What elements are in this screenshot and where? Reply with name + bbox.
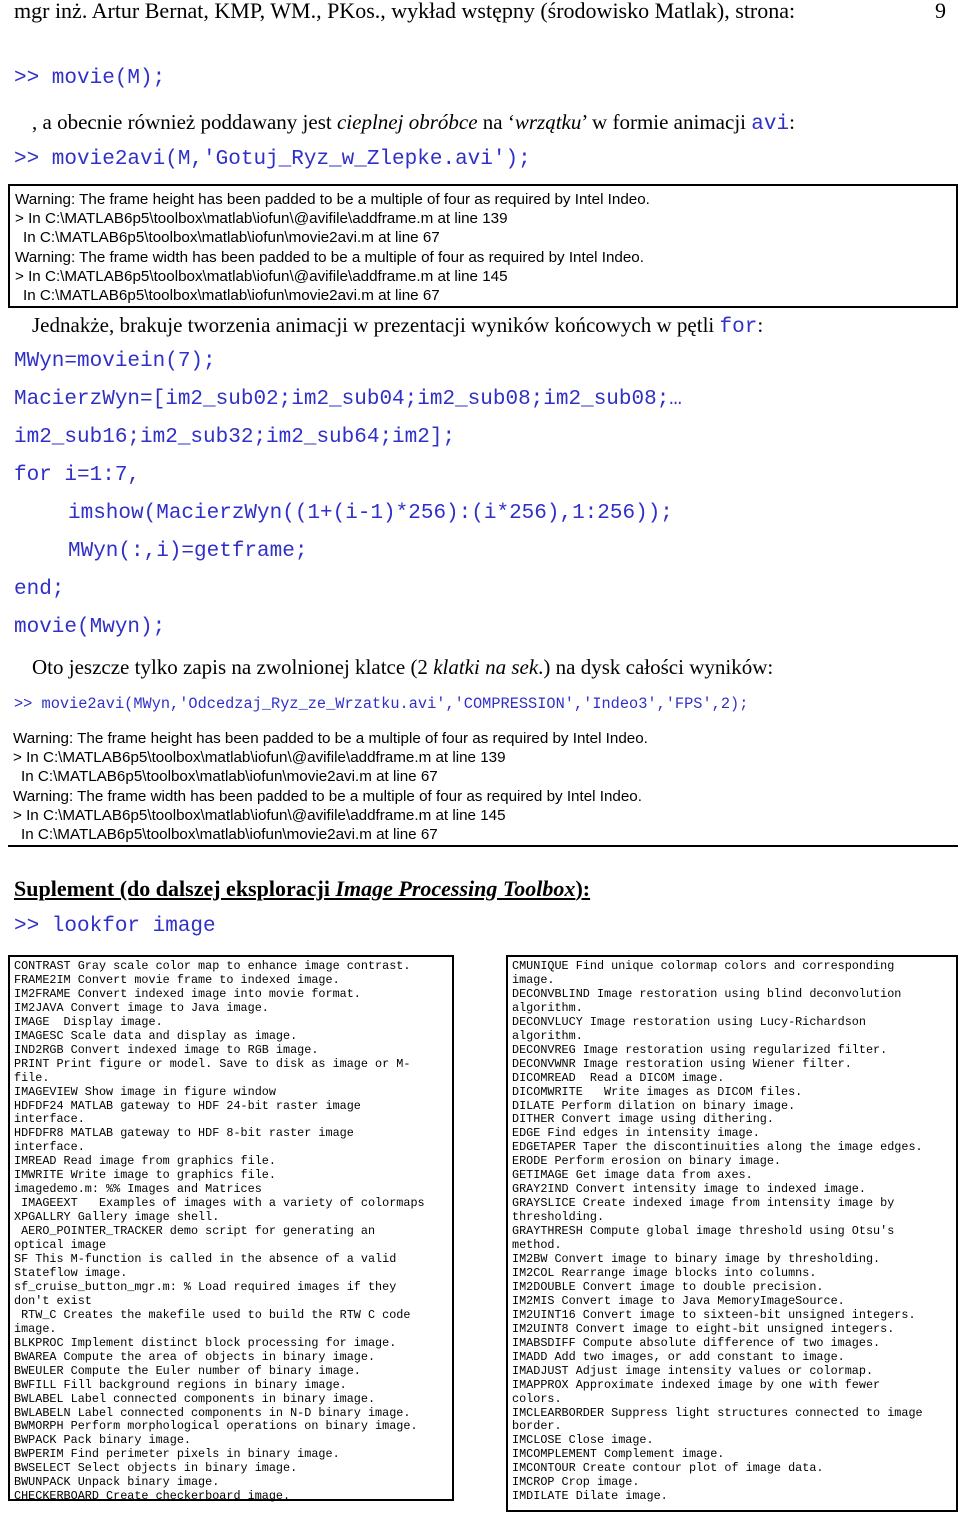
warning-box-2 xyxy=(8,727,958,847)
lookfor-line: image. xyxy=(14,1321,57,1336)
lookfor-line: RTW_C Creates the makefile used to build the RTW C code xyxy=(14,1307,411,1322)
warning-line: > In C:\MATLAB6p5\toolbox\matlab\iofun\@avifile\addframe.m at line 139 xyxy=(15,210,508,228)
warning-line: Warning: The frame height has been padded to be a multiple of four as required by Intel Indeo. xyxy=(15,191,650,208)
para1-code: avi xyxy=(751,113,790,136)
lookfor-line: GRAYSLICE Create indexed image from intensity image by xyxy=(512,1196,895,1211)
lookfor-line: Stateflow image. xyxy=(14,1265,128,1280)
command-lookfor: >> lookfor image xyxy=(14,915,216,938)
command-movie2avi: >> movie2avi(M,'Gotuj_Ryz_w_Zlepke.avi'); xyxy=(14,148,531,171)
suplement-after: ): xyxy=(575,876,591,901)
lookfor-line: BWSELECT Select objects in binary image. xyxy=(14,1461,298,1476)
paragraph-save xyxy=(32,655,773,680)
lookfor-line: image. xyxy=(512,972,555,987)
lookfor-line: BWMORPH Perform morphological operations on binary image. xyxy=(14,1419,418,1434)
warning-line: > In C:\MATLAB6p5\toolbox\matlab\iofun\@avifile\addframe.m at line 145 xyxy=(15,267,508,285)
lookfor-line: FRAME2IM Convert movie frame to indexed image. xyxy=(14,972,340,987)
lookfor-line: IM2FRAME Convert indexed image into movie format. xyxy=(14,986,361,1001)
lookfor-output-left xyxy=(8,955,454,1504)
lookfor-line: GETIMAGE Get image data from axes. xyxy=(512,1168,753,1183)
lookfor-line: border. xyxy=(512,1419,562,1434)
command-movie: >> movie(M); xyxy=(14,67,166,90)
lookfor-line: DICOMREAD Read a DICOM image. xyxy=(512,1070,725,1085)
lookfor-line: CONTRAST Gray scale color map to enhance image contrast. xyxy=(14,959,411,973)
code-line: MacierzWyn=[im2_sub02;im2_sub04;im2_sub08;im2_sub08;… xyxy=(14,388,682,411)
lookfor-line: optical image xyxy=(14,1238,107,1253)
lookfor-line: BWPERIM Find perimeter pixels in binary image. xyxy=(14,1447,340,1462)
lookfor-line: IMCONTOUR Create contour plot of image data. xyxy=(512,1461,824,1476)
warning-line: > In C:\MATLAB6p5\toolbox\matlab\iofun\@avifile\addframe.m at line 139 xyxy=(13,749,506,767)
para2-text: Jednakże, brakuje tworzenia animacji w prezentacji wyników końcowych w pętli xyxy=(32,313,720,337)
lookfor-line: HDFDF24 MATLAB gateway to HDF 24-bit raster image xyxy=(14,1098,361,1113)
lookfor-line: sf_cruise_button_mgr.m: % Load required images if they xyxy=(14,1279,397,1294)
lookfor-line: BWAREA Compute the area of objects in binary image. xyxy=(14,1349,376,1364)
para2-code: for xyxy=(719,316,758,339)
lookfor-line: EDGE Find edges in intensity image. xyxy=(512,1126,760,1141)
code-line: end; xyxy=(14,578,65,601)
lookfor-line: DITHER Convert image using dithering. xyxy=(512,1112,774,1127)
warning-line: Warning: The frame height has been padded to be a multiple of four as required by Intel Indeo. xyxy=(13,730,648,747)
para1-mid: na ‘ xyxy=(477,110,515,134)
lookfor-line: BWLABELN Label connected components in N-D binary image. xyxy=(14,1405,411,1420)
lookfor-line: BWEULER Compute the Euler number of binary image. xyxy=(14,1363,361,1378)
lookfor-line: IMCROP Crop image. xyxy=(512,1475,640,1490)
lookfor-line: SF This M-function is called in the absence of a valid xyxy=(14,1252,397,1267)
lookfor-line: IMCOMPLEMENT Complement image. xyxy=(512,1447,725,1462)
lookfor-line: BWPACK Pack binary image. xyxy=(14,1433,191,1448)
lookfor-line: DECONVBLIND Image restoration using blind deconvolution xyxy=(512,986,902,1001)
lookfor-line: CMUNIQUE Find unique colormap colors and corresponding xyxy=(512,959,895,973)
code-line: for i=1:7, xyxy=(14,464,141,487)
command-movie2avi-compression: >> movie2avi(MWyn,'Odcedzaj_Ryz_ze_Wrzatku.avi','COMPRESSION','Indeo3','FPS',2); xyxy=(14,695,749,713)
lookfor-line: HDFDFR8 MATLAB gateway to HDF 8-bit raster image xyxy=(14,1126,354,1141)
lookfor-line: colors. xyxy=(512,1391,562,1406)
lookfor-line: IMDILATE Dilate image. xyxy=(512,1489,668,1504)
para1-after: ’ w formie animacji xyxy=(581,110,752,134)
para1-italic1: cieplnej obróbce xyxy=(336,110,478,134)
lookfor-line: BWFILL Fill background regions in binary image. xyxy=(14,1377,347,1392)
para2-end: : xyxy=(757,313,764,337)
lookfor-line: algorithm. xyxy=(512,1028,583,1043)
warning-box-1 xyxy=(8,184,958,308)
code-line: MWyn(:,i)=getframe; xyxy=(68,540,308,563)
lookfor-line: file. xyxy=(14,1070,50,1085)
lookfor-line: interface. xyxy=(14,1112,85,1127)
suplement-italic: Image Processing Toolbox xyxy=(335,876,576,901)
lookfor-line: IM2MIS Convert image to Java MemoryImageSource. xyxy=(512,1293,845,1308)
page-number: 9 xyxy=(935,0,946,23)
lookfor-line: IMWRITE Write image to graphics file. xyxy=(14,1168,276,1183)
warning-line: In C:\MATLAB6p5\toolbox\matlab\iofun\movie2avi.m at line 67 xyxy=(21,768,438,786)
lookfor-line: method. xyxy=(512,1238,562,1253)
lookfor-line: PRINT Print figure or model. Save to disk as image or M- xyxy=(14,1056,411,1071)
para1-end: : xyxy=(789,110,795,134)
para1-before: , a obecnie również poddawany jest xyxy=(32,110,337,134)
lookfor-line: IMAGE Display image. xyxy=(14,1014,163,1029)
lookfor-line: IM2COL Rearrange image blocks into columns. xyxy=(512,1265,817,1280)
lookfor-line: IMREAD Read image from graphics file. xyxy=(14,1154,276,1169)
lookfor-line: IMADD Add two images, or add constant to image. xyxy=(512,1349,845,1364)
code-line: im2_sub16;im2_sub32;im2_sub64;im2]; xyxy=(14,426,456,449)
lookfor-line: GRAYTHRESH Compute global image threshold using Otsu's xyxy=(512,1224,895,1239)
lookfor-line: IMAGEVIEW Show image in figure window xyxy=(14,1084,276,1099)
lookfor-line: IMAGEEXT Examples of images with a variety of colormaps xyxy=(14,1196,425,1211)
warning-line: > In C:\MATLAB6p5\toolbox\matlab\iofun\@avifile\addframe.m at line 145 xyxy=(13,806,506,824)
header-text: mgr inż. Artur Bernat, KMP, WM., PKos., wykład wstępny (środowisko Matlak), strona: xyxy=(14,0,796,23)
lookfor-line: interface. xyxy=(14,1140,85,1155)
lookfor-line: DICOMWRITE Write images as DICOM files. xyxy=(512,1084,803,1099)
lookfor-line: DECONVLUCY Image restoration using Lucy-Richardson xyxy=(512,1014,866,1029)
lookfor-line: GRAY2IND Convert intensity image to indexed image. xyxy=(512,1182,866,1197)
lookfor-line: CHECKERBOARD Create checkerboard image. xyxy=(14,1489,291,1504)
lookfor-line: IMAGESC Scale data and display as image. xyxy=(14,1028,298,1043)
paragraph-for-loop xyxy=(32,313,763,339)
lookfor-line: XPGALLRY Gallery image shell. xyxy=(14,1210,220,1225)
lookfor-line: IM2UINT8 Convert image to eight-bit unsigned integers. xyxy=(512,1321,895,1336)
lookfor-line: BLKPROC Implement distinct block processing for image. xyxy=(14,1335,397,1350)
warning-line: In C:\MATLAB6p5\toolbox\matlab\iofun\movie2avi.m at line 67 xyxy=(21,826,438,844)
warning-line: In C:\MATLAB6p5\toolbox\matlab\iofun\movie2avi.m at line 67 xyxy=(23,229,440,247)
para3-before: Oto jeszcze tylko zapis na zwolnionej klatce (2 xyxy=(32,655,434,679)
lookfor-line: imagedemo.m: %% Images and Matrices xyxy=(14,1182,262,1197)
lookfor-line: IMCLOSE Close image. xyxy=(512,1433,654,1448)
lookfor-line: IMCLEARBORDER Suppress light structures connected to image xyxy=(512,1405,923,1420)
paragraph-intro xyxy=(32,110,795,136)
lookfor-line: EDGETAPER Taper the discontinuities along the image edges. xyxy=(512,1140,923,1155)
para1-italic2: wrzątku xyxy=(514,110,582,134)
lookfor-line: DECONVREG Image restoration using regularized filter. xyxy=(512,1042,888,1057)
lookfor-line: don't exist xyxy=(14,1293,92,1308)
lookfor-line: DECONVWNR Image restoration using Wiener filter. xyxy=(512,1056,852,1071)
para3-after: .) na dysk całości wyników: xyxy=(538,655,774,679)
code-line: movie(Mwyn); xyxy=(14,616,166,639)
lookfor-line: algorithm. xyxy=(512,1000,583,1015)
lookfor-line: IM2JAVA Convert image to Java image. xyxy=(14,1000,269,1015)
para3-italic: klatki na sek xyxy=(433,655,539,679)
suplement-before: Suplement (do dalszej eksploracji xyxy=(14,876,336,901)
warning-line: Warning: The frame width has been padded to be a multiple of four as required by Intel Indeo. xyxy=(15,248,644,266)
code-line: imshow(MacierzWyn((1+(i-1)*256):(i*256),1:256)); xyxy=(68,502,673,525)
lookfor-line: IM2BW Convert image to binary image by thresholding. xyxy=(512,1252,881,1267)
lookfor-line: BWUNPACK Unpack binary image. xyxy=(14,1475,220,1490)
lookfor-line: DILATE Perform dilation on binary image. xyxy=(512,1098,796,1113)
lookfor-line: IM2UINT16 Convert image to sixteen-bit unsigned integers. xyxy=(512,1307,916,1322)
page-header xyxy=(14,0,946,24)
lookfor-line: IMAPPROX Approximate indexed image by one with fewer xyxy=(512,1377,881,1392)
warning-line: In C:\MATLAB6p5\toolbox\matlab\iofun\movie2avi.m at line 67 xyxy=(23,287,440,305)
lookfor-line: ERODE Perform erosion on binary image. xyxy=(512,1154,782,1169)
warning-line: Warning: The frame width has been padded to be a multiple of four as required by Intel Indeo. xyxy=(13,787,642,805)
suplement-heading xyxy=(14,876,590,902)
lookfor-line: IND2RGB Convert indexed image to RGB image. xyxy=(14,1042,319,1057)
lookfor-output-right xyxy=(506,955,958,1512)
lookfor-line: IMADJUST Adjust image intensity values or colormap. xyxy=(512,1363,874,1378)
code-line: MWyn=moviein(7); xyxy=(14,350,216,373)
lookfor-line: BWLABEL Label connected components in binary image. xyxy=(14,1391,376,1406)
lookfor-line: IMABSDIFF Compute absolute difference of two images. xyxy=(512,1335,881,1350)
lookfor-line: IM2DOUBLE Convert image to double precision. xyxy=(512,1279,824,1294)
lookfor-line: thresholding. xyxy=(512,1210,605,1225)
lookfor-line: AERO_POINTER_TRACKER demo script for generating an xyxy=(14,1224,376,1239)
